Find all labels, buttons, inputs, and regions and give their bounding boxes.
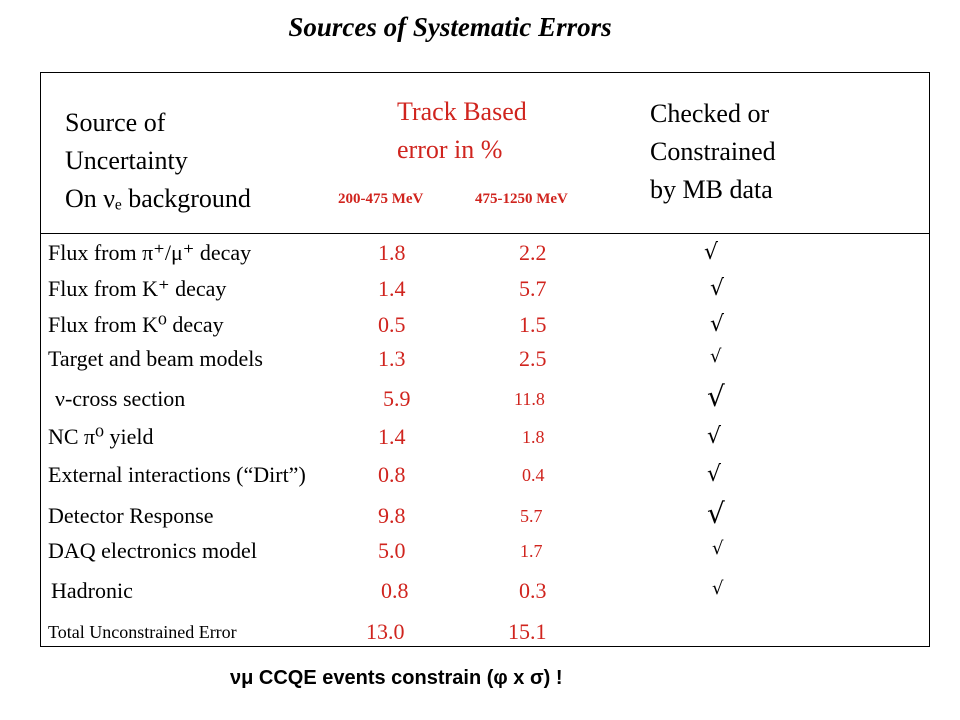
- table-row: [0, 380, 960, 416]
- row-label: External interactions (“Dirt”): [48, 462, 306, 487]
- row-value-low: 0.8: [378, 462, 406, 487]
- row-value-low: 9.8: [378, 503, 406, 528]
- check-mark-icon: √: [712, 538, 724, 559]
- row-label: Hadronic: [51, 578, 133, 603]
- row-label: ν-cross section: [55, 386, 186, 411]
- row-value-high: 2.2: [519, 240, 547, 265]
- table-row: [0, 346, 960, 376]
- row-value-high: 1.8: [522, 427, 545, 447]
- row-label: Detector Response: [48, 503, 214, 528]
- row-label: NC π⁰ yield: [48, 424, 154, 449]
- table-row: [0, 538, 960, 568]
- row-label: Flux from π⁺/μ⁺ decay: [48, 240, 252, 265]
- check-mark-icon: √: [707, 424, 722, 449]
- row-value-high: 0.4: [522, 465, 545, 485]
- check-mark-icon: √: [712, 578, 724, 599]
- total-value-high: 15.1: [508, 619, 547, 644]
- row-value-low: 5.0: [378, 538, 406, 563]
- row-value-high: 0.3: [519, 578, 547, 603]
- row-value-low: 1.8: [378, 240, 406, 265]
- table-row: [0, 240, 960, 270]
- table-row: [0, 497, 960, 533]
- table-row: [0, 578, 960, 608]
- row-value-high: 11.8: [514, 389, 545, 409]
- check-mark-icon: √: [707, 380, 725, 413]
- footer-note: νμ CCQE events constrain (φ x σ) !: [230, 667, 563, 689]
- header-divider: [40, 233, 930, 234]
- row-label: Target and beam models: [48, 346, 263, 371]
- checked-header-line-1: Checked or: [650, 99, 770, 128]
- row-value-low: 1.3: [378, 346, 406, 371]
- source-header-line-3: On νₑ background: [65, 184, 251, 213]
- row-label: DAQ electronics model: [48, 538, 257, 563]
- source-header: [65, 104, 325, 218]
- row-value-low: 5.9: [383, 386, 411, 411]
- checked-header-line-3: by MB data: [650, 175, 773, 204]
- track-header: [397, 93, 617, 169]
- table-row: [0, 462, 960, 492]
- checked-header: [650, 95, 890, 209]
- check-mark-icon: √: [704, 240, 719, 265]
- row-value-low: 0.5: [378, 312, 406, 337]
- range-200-475: 200-475 MeV: [338, 191, 424, 207]
- table-row: [0, 312, 960, 342]
- row-value-high: 2.5: [519, 346, 547, 371]
- row-label: Flux from K⁺ decay: [48, 276, 227, 301]
- check-mark-icon: √: [707, 462, 722, 487]
- table-row: [0, 424, 960, 454]
- track-header-line-2: error in %: [397, 135, 503, 164]
- row-value-high: 1.7: [520, 541, 543, 561]
- checked-header-line-2: Constrained: [650, 137, 776, 166]
- check-mark-icon: √: [707, 497, 725, 530]
- check-mark-icon: √: [710, 276, 725, 301]
- check-mark-icon: √: [710, 346, 722, 367]
- page-title: Sources of Systematic Errors: [288, 12, 612, 42]
- track-header-line-1: Track Based: [397, 97, 527, 126]
- total-label: Total Unconstrained Error: [48, 622, 237, 642]
- row-value-low: 0.8: [381, 578, 409, 603]
- source-header-line-1: Source of: [65, 108, 166, 137]
- row-value-low: 1.4: [378, 424, 406, 449]
- total-value-low: 13.0: [366, 619, 405, 644]
- row-value-high: 1.5: [519, 312, 547, 337]
- range-475-1250: 475-1250 MeV: [475, 191, 568, 207]
- source-header-line-2: Uncertainty: [65, 146, 188, 175]
- total-row: [0, 619, 960, 649]
- check-mark-icon: √: [710, 312, 725, 337]
- table-row: [0, 276, 960, 306]
- row-value-high: 5.7: [520, 506, 543, 526]
- row-label: Flux from K⁰ decay: [48, 312, 224, 337]
- row-value-high: 5.7: [519, 276, 547, 301]
- row-value-low: 1.4: [378, 276, 406, 301]
